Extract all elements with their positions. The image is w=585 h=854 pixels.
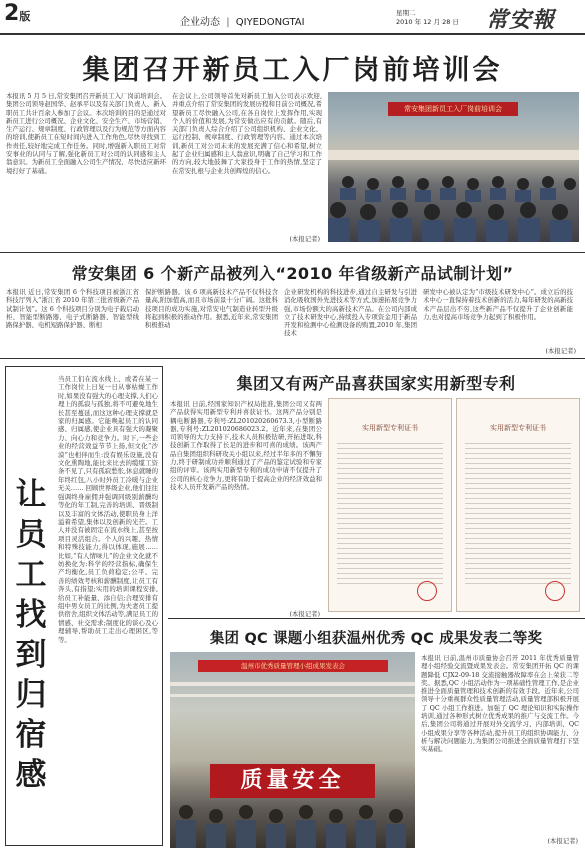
training-banner: 常安集团新员工入厂岗前培训会 <box>388 102 518 116</box>
article4-author: (本报记者) <box>547 837 578 845</box>
article4-headline: 集团 QC 课题小组获温州优秀 QC 成果发表二等奖 <box>209 631 543 647</box>
article2-col4: 研发中心被认定为“市级技术研发中心”。成立后的技术中心一直保持着技术创新的活力,每年研发的高新技术产品层出不穷,这些新产品不仅提升了企业创新能力,也对提高市场竞争力起到了积极作用。 <box>423 288 573 321</box>
divider-1 <box>0 252 585 253</box>
sidebar-box <box>5 366 163 846</box>
divider-2 <box>0 358 585 359</box>
article2-col2: 保护断路器。该 6 项高新技术产品不仅科技含量高,附加值高,而且市场前景十分广阔。这批科技项目的成功实施,对常安电气制造业转型升级将起到积极的推动作用。据悉,近年来,常安集团积极推动 <box>145 288 278 330</box>
page-number: 2版 <box>4 1 31 26</box>
newspaper-logo: 常安報 <box>486 7 556 33</box>
date: 2010 年 12 月 28 日 <box>396 18 459 26</box>
certificate-seal-icon <box>545 581 565 601</box>
article4-body: 本报讯 日前,温州市质量协会召开 2011 年优秀质量管理小组经验交流暨成果发表会。常安集团开拓 QC 的课题降低 CJX2-09-18 交流接触器故障率在会上荣获二等奖。据悉,QC 小组活动作为一项基础性管理工作,是企业推进全面质量管理和技术创新的有效手段。近年来,公司领导十分重视群众性质量管理活动,质量管理部积极开展了 QC 小组工作推进。加强了 QC 理论知识和实际操作培训,通过各种形式树立优秀成果的推广与交流工作。今后,集团公司将通过开展对外交流学习、内部培训、QC 小组成果分享等各种活动,提升员工的组织协调能力、分析与解决问题能力,为集团公司推进全面质量管理打下坚实基础。 <box>421 654 579 754</box>
issue-date <box>396 9 459 27</box>
patent-certificate-2-title: 实用新型专利证书 <box>490 424 546 432</box>
patent-certificate-2 <box>456 398 580 612</box>
qc-award-photo <box>170 652 415 848</box>
masthead <box>0 0 585 36</box>
article2-headline: 常安集团 6 个新产品被列入“2010 年省级新产品试制计划” <box>71 264 514 283</box>
article2-col1: 本报讯 近日,常安集团 6 个科技项目被浙江省科技厅列入“浙江省 2010 年第三批省级新产品试制计划”。这 6 个科技项目分别为电子载启动柜、智能型断路器、电子式断路器、智能型线路保护器、电机短路保护器、断相 <box>6 288 139 330</box>
article2-author: (本报记者) <box>545 347 576 355</box>
patent-certificate-1 <box>328 398 452 612</box>
certificate-seal-icon <box>417 581 437 601</box>
article1-col1: 本报讯 5 月 5 日,常安集团召开新员工入厂岗前培训会。集团公司领导赵国华、赵承平以及有关部门负责人、新入职员工共计百余人参加了会议。本次培训的目的是通过对新员工进行公司概况、企业文化、安全生产、市场营销、生产运行、规章制度、行政管理以及行为规范等方面内容的培训,使新员工在短时间内进入工作角色,尽快寻找到工作责任,较好地完成工作任务。同时,增强新入职员工对常安事业的认同与了解,强化新员工对公司的认同感和主人翁意识。为新员工全面融入公司生产情况、尽快适应新环境打好了基础。 <box>6 92 166 175</box>
qc-banner: 温州市优秀质量管理小组成果发表会 <box>198 660 388 672</box>
article3-body: 本报讯 日前,经国家知识产权局批准,集团公司又有两产品获得实用新型专利并喜获证书。这两产品分别是耦电断路器,专利号:ZL201020260673.3,小型断路器,专利号:ZL201020686023.2。近年来,在集团公司领导的大力支持下,技术人员积极钻研,开拓进取,科技创新工作取得了长足的进步和可喜的成绩。该两产品自集团组织科研攻关小组以来,经过半年多的不懈努力,终于研制成功并顺利通过了产品的鉴定试验和专家组的评审。该两实用新型专利的成功申请不仅提升了公司的核心竞争力,更将有助于提高企业的经济效益和技术人员开发新产品的热情。 <box>170 400 322 491</box>
sidebar-body: 当员工们在流水线上、或者在某一工作岗位上日复一日从事枯燥工作时,如果没有强大的心理支撑,人们心理上的孤寂与孤独,将不可避免地生长甚至蔓延,而这这种心理支撑就是家的归属感。它能唤起员工的认同感、归属感,使企业具有强大的凝聚力、向心力和竞争力。时下,一些企业的经营效益节节上扬,但文化“沙漠”也相伴而生:没有娱乐设施,没有文化熏陶地,能比来比去的缆缆工资条不见了,只有孤寂愁怅,休息就睡的年终红包,八小时外员工冷暖与企业无关…… 回顾世界级企业,他们往往强调终身雇佣并强调同级别薪酬均等化的年工制,完善的培训、晋级制以及丰富的文体活动,使职员身上洋溢着希望,集体以及创新的光芒。工人并没有被固定在流水线上,甚至按项目灵活组合。个人的兴趣、热情和特殊技能力,得以体现,施展…… 比如,“有人情味儿”的企业文化就不妨换化为:科学的经营指标,确保生产均衡化,员工负荷稳定;公平、完善的绩效考核和薪酬制度,让员工有奔头,有指望;实用的培训课程安排,给员工补能量、添自信;合理安排有组中男女员工的比例,为夫妻员工提供宿舍,组织文体活动等,满足员工的情感、社交需求;制度化的谈心及心理辅导,帮助员工走出心理困区,等等。 <box>58 375 158 644</box>
article1-headline: 集团召开新员工入厂岗前培训会 <box>82 55 503 86</box>
masthead-rule <box>0 33 585 35</box>
article1-author: (本报记者) <box>289 235 320 243</box>
training-photo <box>328 92 579 242</box>
section-label: 企业动态 | QIYEDONGTAI <box>180 17 305 28</box>
article3-author: (本报记者) <box>289 610 320 618</box>
weekday: 星期二 <box>396 9 416 17</box>
article2-col3: 企业研发机构的科技进步,通过自主研发与引进消化吸收国外先进技术等方式,加速拓展竞争力强,市场份额大的高新技术产品。在公司内部成立了技术研发中心,持续投入专项资金用于新品开发和检测中心检测设备的购置,2010 年,集团技术 <box>284 288 417 338</box>
audience-illustration <box>328 92 579 242</box>
patent-certificate-1-title: 实用新型专利证书 <box>362 424 418 432</box>
article3-headline: 集团又有两产品喜获国家实用新型专利 <box>236 374 516 393</box>
sidebar-title: 让员工找到归宿感 <box>15 477 47 793</box>
section-pinyin: QIYEDONGTAI <box>235 17 305 28</box>
page-unit: 版 <box>19 10 31 23</box>
qc-stage-backdrop: 质量安全 <box>210 764 375 798</box>
qc-audience-illustration <box>170 652 415 848</box>
article1-col2: 在会议上,公司领导首先对新员工加入公司表示欢迎,并重点介绍了常安集团的发展历程和目前公司概况,希望新员工尽快融入公司,在各自岗位上发挥作用,实现个人的价值和发展,为常安做出应有的贡献。随后,有关部门负责人综合介绍了公司组织机构、企业文化、运行控制、规章制度、行政管理等内容。通过本次培训,新员工对公司未来的发展充满了信心和希望,树立起了企业归属感和主人翁意识,明确了自己学习和工作的方向,较大地鼓舞了大家投身于工作的热情,坚定了在常安扎根与企业共创辉煌的信心。 <box>172 92 322 175</box>
divider-3 <box>168 618 585 619</box>
